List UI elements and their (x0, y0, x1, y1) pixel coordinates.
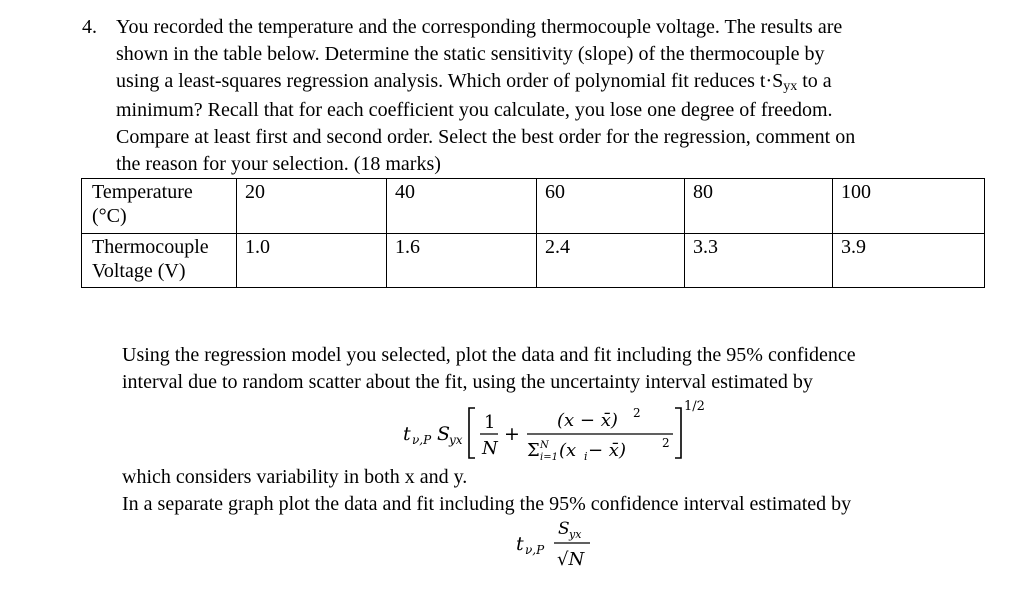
frac-denominator: √N (557, 549, 585, 570)
formula-t-subscript: ν,P (412, 433, 432, 447)
formula-t-subscript: ν,P (525, 543, 545, 557)
frac2-denominator-subscript: i (584, 450, 588, 463)
row-header (82, 234, 237, 288)
question-line: You recorded the temperature and the corresponding thermocouple voltage. The results are (116, 16, 843, 38)
right-bracket (675, 408, 681, 458)
frac2-numerator-exponent: 2 (633, 406, 641, 420)
table-cell: 1.6 (387, 234, 537, 288)
paragraph-line: which considers variability in both x and y. (122, 466, 468, 488)
formula-t: t (403, 423, 411, 445)
table-cell: 20 (237, 179, 387, 234)
question-line-text: using a least-squares regression analysis. Which order of polynomial fit reduces t·S (116, 70, 784, 92)
left-bracket (469, 408, 475, 458)
sum-sigma: Σ (527, 440, 540, 461)
row-header (82, 179, 237, 234)
question-line: minimum? Recall that for each coefficient you calculate, you lose one degree of freedom. (116, 99, 833, 121)
table-cell: 3.3 (685, 234, 833, 288)
paragraph-line: In a separate graph plot the data and fit including the 95% confidence interval estimated by (122, 493, 852, 515)
syx-subscript: yx (783, 79, 798, 94)
plus-sign: + (504, 423, 520, 445)
sum-upper-limit: N (540, 440, 549, 451)
row-header-line: Thermocouple (92, 236, 209, 258)
question-line (116, 68, 988, 97)
data-table (81, 178, 985, 288)
table-cell: 3.9 (833, 234, 985, 288)
paragraph-line: Using the regression model you selected, plot the data and fit including the 95% confidence (122, 344, 856, 366)
table-cell: 1.0 (237, 234, 387, 288)
frac2-denominator-exponent: 2 (662, 436, 670, 450)
question-text (116, 14, 988, 178)
question-line-tail: to a (797, 70, 832, 92)
question-line: shown in the table below. Determine the static sensitivity (slope) of the thermocouple by (116, 43, 825, 65)
frac2-numerator: (x − x̄) (557, 410, 618, 431)
sum-lower-limit: i=1 (540, 452, 558, 463)
table-row (82, 234, 985, 288)
row-header-line: Voltage (V) (92, 260, 186, 282)
table-cell: 40 (387, 179, 537, 234)
formula-s-subscript: yx (449, 433, 463, 447)
uncertainty-formula (403, 396, 713, 468)
question-line: Compare at least first and second order. Select the best order for the regression, comment on (116, 126, 856, 148)
frac2-denominator-term: (x (559, 440, 577, 461)
frac-numerator-subscript: yx (569, 528, 582, 541)
part2-intro (122, 342, 856, 396)
table-row (82, 179, 985, 234)
confidence-formula (516, 516, 606, 588)
power-exponent: 1/2 (684, 399, 705, 414)
table-cell: 2.4 (537, 234, 685, 288)
formula-s: S (437, 423, 451, 445)
frac2-denominator-term2: − x̄) (588, 440, 626, 461)
row-header-line: Temperature (92, 181, 193, 203)
row-header-line: (°C) (92, 205, 127, 227)
table-cell: 60 (537, 179, 685, 234)
table-cell: 100 (833, 179, 985, 234)
formula-t: t (516, 533, 524, 555)
part2-continued (122, 464, 851, 518)
frac1-numerator: 1 (484, 412, 496, 433)
question-line: the reason for your selection. (18 marks) (116, 153, 441, 175)
table-cell: 80 (685, 179, 833, 234)
paragraph-line: interval due to random scatter about the fit, using the uncertainty interval estimated by (122, 371, 813, 393)
frac-numerator: S (558, 519, 570, 539)
frac1-denominator: N (482, 438, 498, 459)
question-number: 4. (82, 16, 97, 38)
